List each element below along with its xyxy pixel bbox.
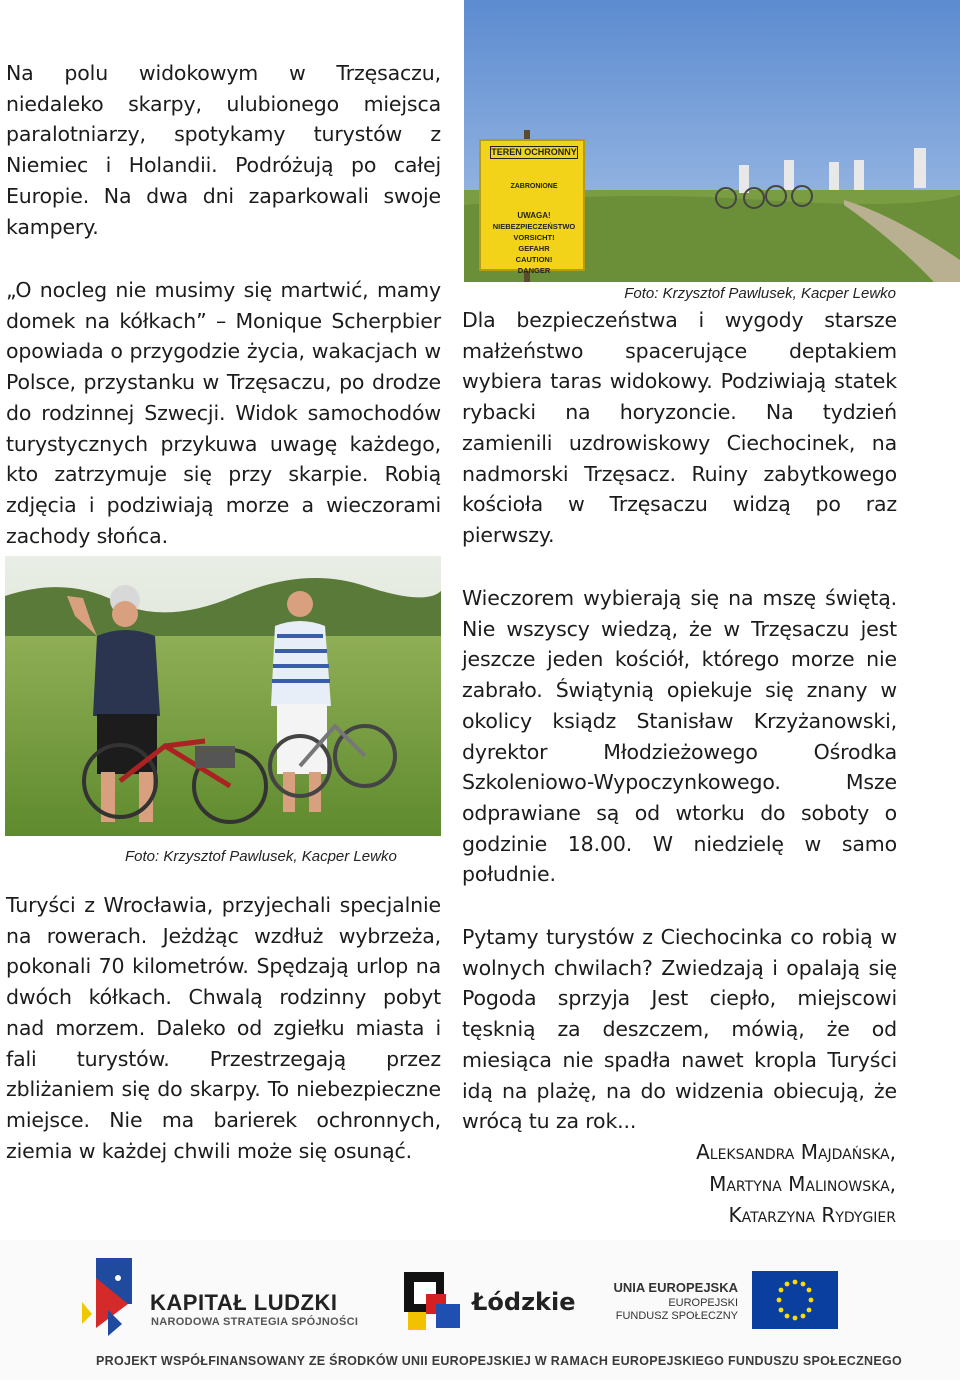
eu-flag: [752, 1271, 838, 1329]
photo-credit: Foto: Krzysztof Pawlusek, Kacper Lewko: [624, 285, 896, 302]
article-paragraph: „O nocleg nie musimy się martwić, mamy domek na kółkach” – Monique Scherpbier opowiada o przygodzie życia, wakacjach w Polsce, przystanku w Trzęsaczu, po drodze do rodzinnej Szwecji. Widok samochodów turystycznych przykuwa uwagę każdego, kto zatrzymuje się przy skarpie. Robią zdjęcia i podziwiają morze a wieczorami zachody słońca.: [6, 278, 441, 548]
sign-line: VORSICHT!: [513, 233, 555, 242]
sign-line: UWAGA!: [517, 211, 551, 220]
lodzkie-logo: [404, 1272, 464, 1332]
kapital-ludzki-subtitle: NARODOWA STRATEGIA SPÓJNOŚCI: [151, 1316, 359, 1328]
kapital-ludzki-logo: [78, 1258, 144, 1338]
kapital-ludzki-emblem: [78, 1258, 144, 1338]
lodzkie-label: Łódzkie: [472, 1288, 576, 1316]
article-paragraph: Wieczorem wybierają się na mszę świętą. Nie wszyscy wiedzą, że w Trzęsaczu jest jeszcze jeden kościół, którego morze nie zabrało. Świątynią opiekuje się znany w okolicy ksiądz Stanisław Krzyżanowski, dyrektor Młodzieżowego Ośrodka Szkoleniowo-Wypoczynkowego. Msze odprawiane są od wtorku do soboty o godzinie 18.00. W niedzielę w samo południe.: [462, 586, 897, 887]
sign-line: CAUTION!: [515, 255, 553, 264]
author-name: Martyna Malinowska,: [709, 1172, 896, 1196]
photo-credit: Foto: Krzysztof Pawlusek, Kacper Lewko: [125, 848, 397, 865]
cofinancing-note: PROJEKT WSPÓŁFINANSOWANY ZE ŚRODKÓW UNII EUROPEJSKIEJ W RAMACH EUROPEJSKIEGO FUNDUSZU SPOŁECZNEGO: [96, 1354, 903, 1368]
sign-line: DANGER: [517, 266, 551, 275]
ue-line: EUROPEJSKI: [668, 1297, 738, 1309]
article-paragraph: Pytamy turystów z Ciechocinka co robią w wolnych chwilach? Zwiedzają i opalają się Pogoda sprzyja Jest ciepło, miejscowi tęsknią za deszczem, mówią, że od miesiąca nie spadła nawet kropla Turyści idą na plażę, na do widzenia obiecują, że wrócą tu za rok...: [462, 925, 897, 1134]
eu-stars-icon: [752, 1271, 838, 1329]
sign-line: GEFAHR: [518, 244, 550, 253]
ue-line: UNIA EUROPEJSKA: [613, 1280, 738, 1295]
author-name: Katarzyna Rydygier: [728, 1203, 896, 1227]
author-name: Aleksandra Majdańska,: [696, 1140, 896, 1164]
sign-line: ZABRONIONE: [510, 183, 558, 190]
cyclists-photo: [5, 556, 441, 836]
article-paragraph: Na polu widokowym w Trzęsaczu, niedaleko skarpy, ulubionego miejsca paralotniarzy, spotykamy turystów z Niemiec i Holandii. Podróżują po całej Europie. Na dwa dni zaparkowali swoje kampery.: [6, 61, 441, 239]
sign-line: NIEBEZPIECZEŃSTWO: [492, 222, 576, 231]
lodzkie-emblem: [404, 1272, 464, 1332]
sign-line: TEREN OCHRONNY: [491, 147, 577, 157]
cyclists-photo-image: [5, 556, 441, 836]
warning-sign-text: [484, 146, 584, 276]
article-paragraph: Dla bezpieczeństwa i wygody starsze małżeństwo spacerujące deptakiem wybiera taras widokowy. Podziwiają statek rybacki na horyzoncie. Na tydzień zamienili uzdrowiskowy Ciechocinek, na nadmorski Trzęsacz. Ruiny zabytkowego kościoła w Trzęsaczu widzą po raz pierwszy.: [462, 308, 897, 547]
kapital-ludzki-title: KAPITAŁ LUDZKI: [150, 1290, 338, 1315]
warning-sign-photo: [464, 0, 960, 282]
ue-line: FUNDUSZ SPOŁECZNY: [615, 1310, 738, 1322]
article-paragraph: Turyści z Wrocławia, przyjechali specjalnie na rowerach. Jeżdżąc wzdłuż wybrzeża, pokonali 70 kilometrów. Spędzają urlop na dwóch kółkach. Chwalą rodzinny pobyt nad morzem. Daleko od zgiełku miasta i fali turystów. Przestrzegają przez zbliżaniem się do skarpy. To niebezpieczne miejsce. Nie ma barierek ochronnych, ziemia w każdej chwili może się osunąć.: [6, 893, 441, 1163]
